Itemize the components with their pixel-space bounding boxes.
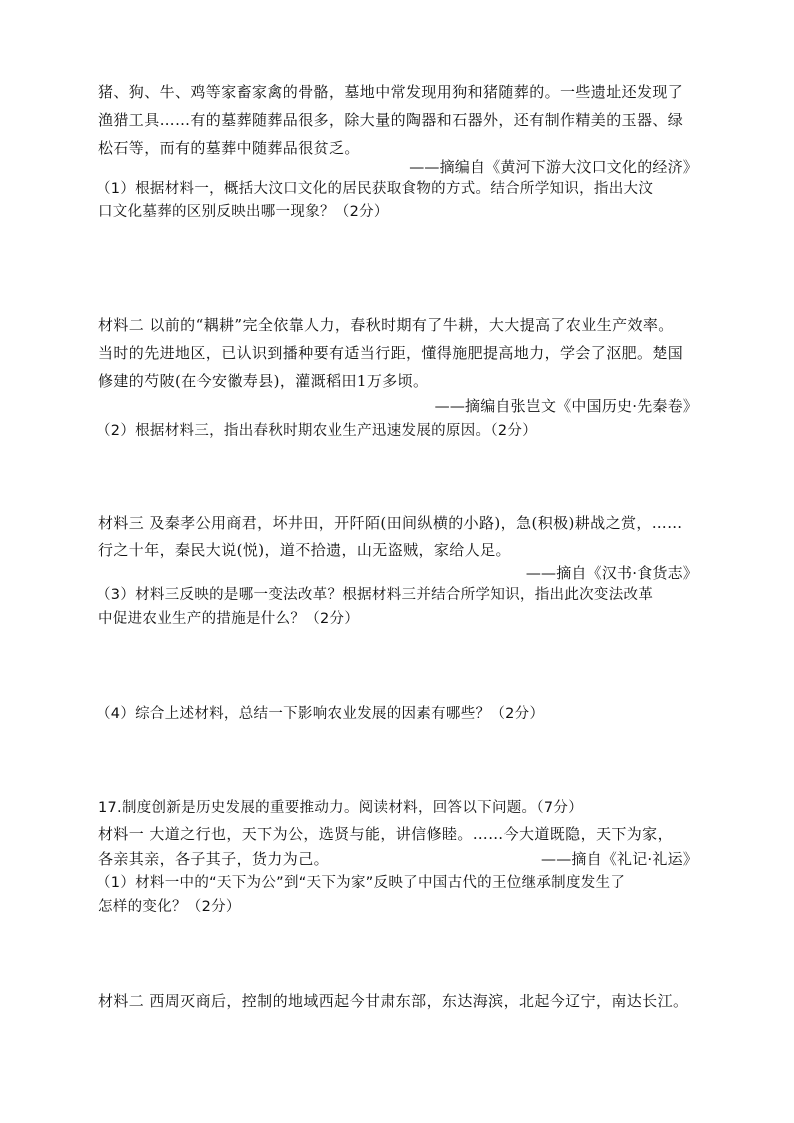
- question-3-line-1: （3）材料三反映的是哪一变法改革？根据材料三并结合所学知识，指出此次变法改革: [96, 587, 654, 603]
- material2-line-2: 当时的先进地区，已认识到播种要有适当行距，懂得施肥提高地力，学会了沤肥。楚国: [98, 344, 684, 362]
- question-17-heading: 17.制度创新是历史发展的重要推动力。阅读材料，回答以下问题。（7分）: [98, 800, 584, 816]
- question-2-line-1: （2）根据材料三，指出春秋时期农业生产迅速发展的原因。（2分）: [96, 423, 537, 439]
- material2-source: ——摘编自张岂文《中国历史·先秦卷》: [434, 397, 698, 415]
- material2-line-3: 修建的芍陂(在今安徽寿县)，灌溉稻田1万多顷。: [98, 372, 429, 390]
- material1-source: ——摘编自《黄河下游大汶口文化的经济》: [409, 158, 698, 176]
- question-3-line-2: 中促进农业生产的措施是什么？（2分）: [98, 611, 360, 627]
- question-1-line-1: （1）根据材料一，概括大汶口文化的居民获取食物的方式。结合所学知识，指出大汶: [96, 181, 654, 197]
- material1-line-2: 渔猎工具……有的墓葬随葬品很多，除大量的陶器和石器外，还有制作精美的玉器、绿: [98, 111, 684, 129]
- material1-line-3: 松石等，而有的墓葬中随葬品很贫乏。: [98, 139, 360, 157]
- question-4-line-1: （4）综合上述材料，总结一下影响农业发展的因素有哪些？（2分）: [96, 706, 545, 722]
- q17-question-1-line-2: 怎样的变化？（2分）: [98, 899, 241, 915]
- material2-line-1: 材料二 以前的“耦耕”完全依靠人力，春秋时期有了牛耕，大大提高了农业生产效率。: [98, 316, 674, 334]
- q17-material2-line-1: 材料二 西周灭商后，控制的地域西起今甘肃东部，东达海滨，北起今辽宁，南达长江。: [98, 992, 689, 1010]
- q17-question-1-line-1: （1）材料一中的“天下为公”到“天下为家”反映了中国古代的王位继承制度发生了: [96, 875, 626, 891]
- q17-material1-source: ——摘自《礼记·礼运》: [541, 850, 698, 868]
- material3-source: ——摘自《汉书·食货志》: [525, 564, 698, 582]
- material3-line-1: 材料三 及秦孝公用商君，坏井田，开阡陌(田间纵横的小路)，急(积极)耕战之赏，……: [98, 514, 683, 532]
- material1-line-1: 猪、狗、牛、鸡等家畜家禽的骨骼，墓地中常发现用狗和猪随葬的。一些遗址还发现了: [98, 83, 684, 101]
- q17-material1-line-2: 各亲其亲，各子其子，货力为己。: [98, 850, 330, 868]
- question-1-line-2: 口文化墓葬的区别反映出哪一现象？（2分）: [98, 204, 389, 220]
- q17-material1-line-1: 材料一 大道之行也，天下为公，选贤与能，讲信修睦。……今大道既隐，天下为家，: [98, 825, 673, 843]
- material3-line-2: 行之十年，秦民大说(悦)，道不拾遗，山无盗贼，家给人足。: [98, 541, 511, 559]
